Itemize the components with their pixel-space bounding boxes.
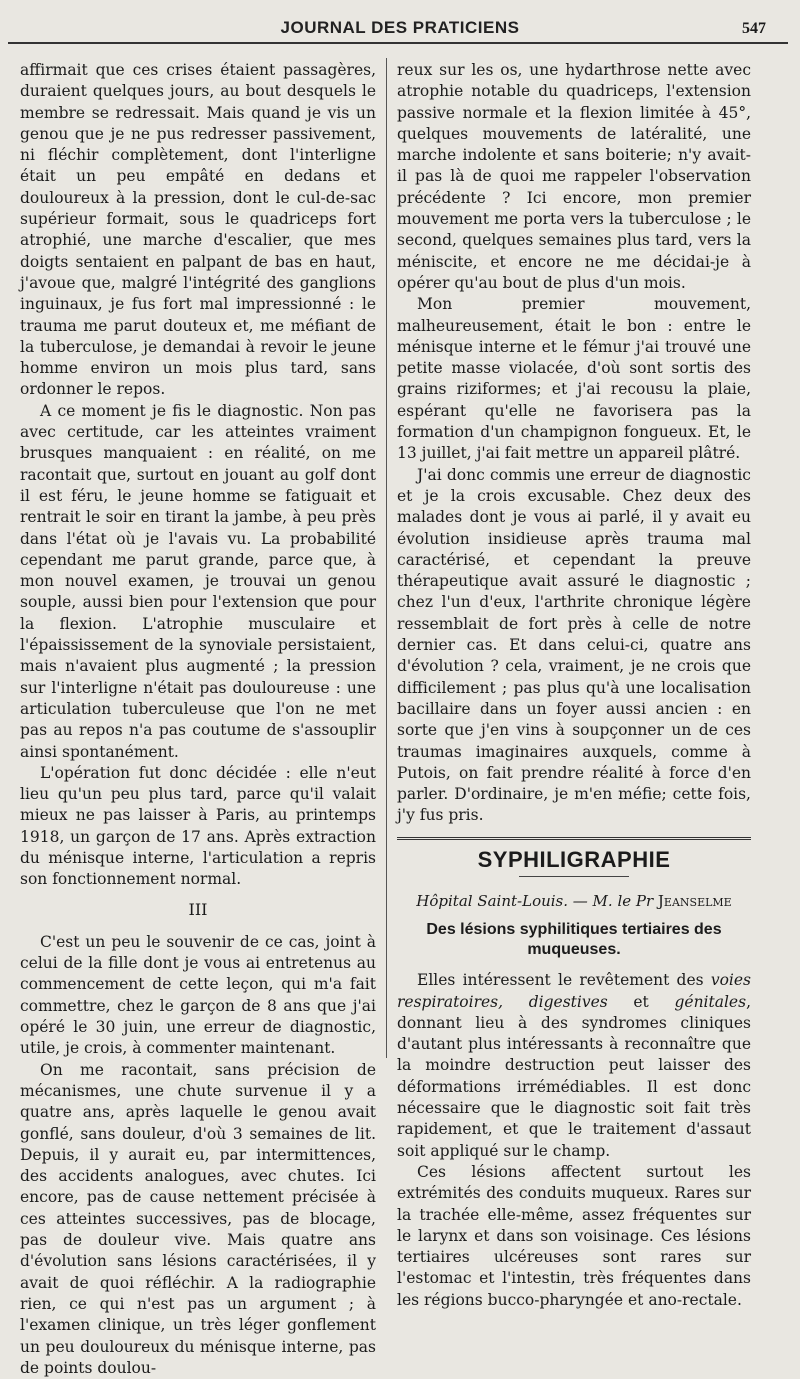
journal-title: JOURNAL DES PRATICIENS	[280, 18, 520, 37]
hospital-place: Hôpital Saint-Louis. — M. le Pr	[416, 891, 658, 910]
text-run: Elles intéressent le revêtement des	[417, 971, 711, 990]
text-run: , donnant lieu à des syndromes cliniques d'autant plus intéressants à reconnaître que la moindre destruction peut laisser des déformations irrémédiables. Il est donc nécessaire que le diagnostic soit fait très rapidement, et que le traitement d'assaut soit appliqué sur le champ.	[397, 992, 751, 1160]
left-column	[20, 60, 376, 1379]
paragraph: A ce moment je fis le diagnostic. Non pas avec certitude, car les atteintes vraiment brusques manquaient : en réalité, on me racontait que, surtout en jouant au golf dont il est féru, le jeune homme se fatiguait et rentrait le soir en tirant la jambe, à peu près dans l'état où je l'avais vu. La probabilité cependant me parut grande, parce que, à mon nouvel examen, je trouvai un genou souple, aussi bien pour l'extension que pour la flexion. L'atrophie musculaire et l'épaississement de la synoviale persistaient, mais n'avaient plus augmenté ; la pression sur l'interligne n'était pas douloureuse : une articulation tuberculeuse que l'on ne met pas au repos n'a pas coutume de s'assouplir ainsi spontanément.	[20, 401, 376, 761]
italic-run: voies respiratoires, digestives	[397, 971, 751, 1011]
paragraph	[397, 970, 751, 1162]
paragraph: J'ai donc commis une erreur de diagnostic et je la crois excusable. Chez deux des malades dont je vous ai parlé, il y avait eu évolution insidieuse après trauma mal caractérisé, et cependant la preuve thérapeutique avait assuré le diagnostic ; chez l'un d'eux, l'arthrite chronique légère ressemblait de fort près à celle de notre dernier cas. Et dans celui-ci, quatre ans d'évolution ? cela, vraiment, je ne crois que difficilement ; pas plus qu'à une localisation bacillaire dans un foyer aussi ancien : en sorte que j'en vins à soupçonner un de ces traumas imaginaires auxquels, comme à Putois, on fait prendre réalité à force d'en parler. D'ordinaire, je m'en méfie; cette fois, j'y fus pris.	[397, 465, 751, 825]
section-heading: SYPHILIGRAPHIE	[477, 846, 671, 872]
section-rule	[397, 837, 751, 843]
paragraph: reux sur les os, une hydarthrose nette avec atrophie notable du quadriceps, l'extension passive normale et la flexion limitée à 45°, quelques mouvements de latéralité, une marche indolente et sans boiterie; n'y avait-il pas là de quoi me rappeler l'observation précédente ? Ici encore, mon premier mouvement me porta vers la tuberculose ; le second, quelques semaines plus tard, vers la méniscite, et encore ne me décidai-je à opérer qu'au bout de plus d'un mois.	[397, 61, 751, 292]
italic-run: génitales	[674, 992, 747, 1011]
author-name: Jeanselme	[657, 891, 732, 910]
paragraph: C'est un peu le souvenir de ce cas, joint à celui de la fille dont je vous ai entretenus au commencement de cette leçon, qui m'a fait commettre, chez le garçon de 8 ans que j'ai opéré le 30 juin, une erreur de diagnostic, utile, je crois, à commenter maintenant.	[20, 932, 376, 1058]
heading-underline	[519, 876, 629, 877]
text-run: et	[607, 992, 675, 1011]
paragraph: Mon premier mouvement, malheureusement, était le bon : entre le ménisque interne et le fémur j'ai trouvé une petite masse violacée, d'où sont sortis des grains riziformes; et j'ai recousu la plaie, espérant qu'elle ne favorisera pas la formation d'un champignon fongueux. Et, le 13 juillet, j'ai fait mettre un appareil plâtré.	[397, 295, 751, 463]
section-number: III	[188, 899, 208, 919]
hospital-line	[397, 891, 751, 912]
right-column	[397, 60, 751, 1311]
page-number: 547	[742, 20, 766, 37]
article-title: Des lésions syphilitiques tertiaires des muqueuses.	[426, 921, 722, 959]
page-header	[0, 0, 800, 44]
paragraph: On me racontait, sans précision de mécanismes, une chute survenue il y a quatre ans, après laquelle le genou avait gonflé, sans douleur, d'où 3 semaines de lit. Depuis, il y aurait eu, par intermittences, des accidents analogues, avec chutes. Ici encore, pas de cause nettement précisée à ces atteintes successives, pas de blocage, pas de douleur vive. Mais quatre ans d'évolution sans lésions caractérisées, il y avait de quoi réfléchir. A la radiographie rien, ce qui n'est pas un argument ; à l'examen clinique, un très léger gonflement un peu douloureux du ménisque interne, pas de points doulou-	[20, 1060, 376, 1377]
paragraph: L'opération fut donc décidée : elle n'eut lieu qu'un peu plus tard, parce qu'il valait mieux ne pas laisser à Paris, au printemps 1918, un garçon de 17 ans. Après extraction du ménisque interne, l'articulation a repris son fonctionnement normal.	[20, 763, 376, 889]
header-rule	[8, 42, 788, 44]
column-divider	[386, 58, 387, 1058]
paragraph: affirmait que ces crises étaient passagères, duraient quelques jours, au bout desquels le membre se redressait. Mais quand je vis un genou que je ne pus redresser passivement, ni fléchir complètement, dont l'interligne était un peu empâté en dedans et douloureux à la pression, dont le cul-de-sac supérieur formait, sous le quadriceps fort atrophié, une marche d'escalier, que mes doigts sentaient en palpant de bas en haut, j'avoue que, malgré l'intégrité des ganglions inguinaux, je fus fort mal impressionné : le trauma me parut douteux et, me méfiant de la tuberculose, je demandai à revoir le jeune homme environ un mois plus tard, sans ordonner le repos.	[20, 61, 376, 399]
paragraph: Ces lésions affectent surtout les extrémités des conduits muqueux. Rares sur la trachée elle-même, assez fréquentes sur le larynx et dans son voisinage. Ces lésions tertiaires ulcéreuses sont rares sur l'estomac et l'intestin, très fréquentes dans les régions bucco-pharyngée et ano-rectale.	[397, 1162, 751, 1309]
